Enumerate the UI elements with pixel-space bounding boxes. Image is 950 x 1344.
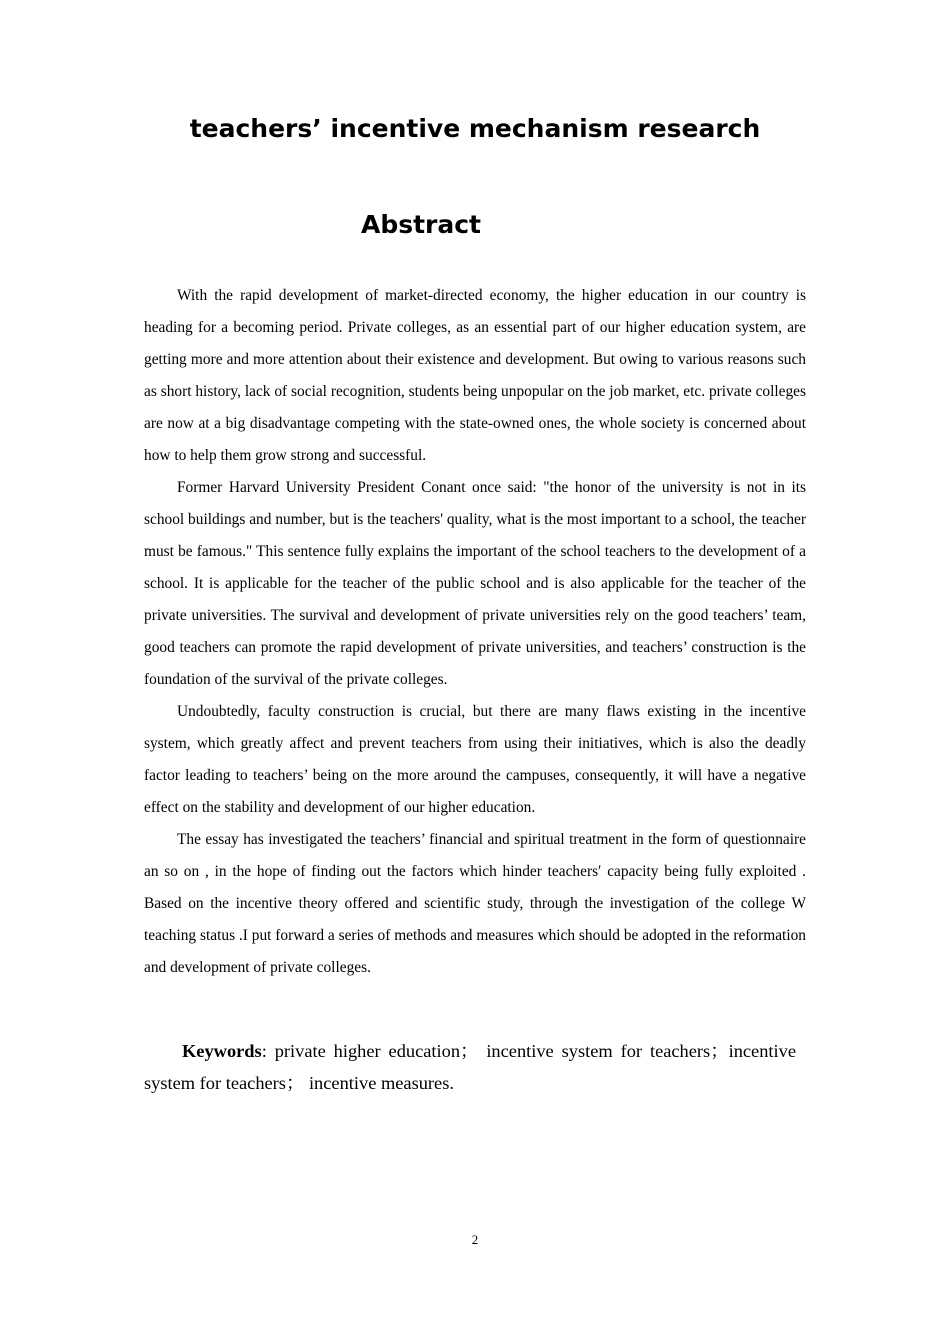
- keywords-line: [144, 1035, 796, 1099]
- abstract-body: [144, 280, 806, 984]
- abstract-paragraph-2: Former Harvard University President Conant once said: "the honor of the university is not in its school buildings and number, but is the teachers' quality, what is the most important to a school, the teacher must be famous." This sentence fully explains the important of the school teachers to the development of a school. It is applicable for the teacher of the public school and is also applicable for the teacher of the private universities. The survival and development of private universities rely on the good teachers’ team, good teachers can promote the rapid development of private universities, and teachers’ construction is the foundation of the survival of the private colleges.: [144, 479, 806, 688]
- abstract-heading: Abstract: [360, 210, 482, 239]
- abstract-paragraph-4: The essay has investigated the teachers’ financial and spiritual treatment in the form of questionnaire an so on , in the hope of finding out the factors which hinder teachers′ capacity being fully exploited . Based on the incentive theory offered and scientific study, through the investigation of the college W teaching status .I put forward a series of methods and measures which should be adopted in the reformation and development of private colleges.: [144, 831, 806, 976]
- keywords-list: : private higher education； incentive system for teachers；incentive system for teachers； incentive measures.: [144, 1041, 796, 1093]
- abstract-paragraph-1: With the rapid development of market-directed economy, the higher education in our country is heading for a becoming period. Private colleges, as an essential part of our higher education system, are getting more and more attention about their existence and development. But owing to various reasons such as short history, lack of social recognition, students being unpopular on the job market, etc. private colleges are now at a big disadvantage competing with the state-owned ones, the whole society is concerned about how to help them grow strong and successful.: [144, 287, 806, 464]
- keywords-label: Keywords: [182, 1041, 262, 1061]
- page-number: 2: [471, 1232, 479, 1247]
- abstract-paragraph-3: Undoubtedly, faculty construction is crucial, but there are many flaws existing in the incentive system, which greatly affect and prevent teachers from using their initiatives, which is also the deadly factor leading to teachers’ being on the more around the campuses, consequently, it will have a negative effect on the stability and development of our higher education.: [144, 703, 806, 816]
- document-title: teachers’ incentive mechanism research: [189, 114, 761, 143]
